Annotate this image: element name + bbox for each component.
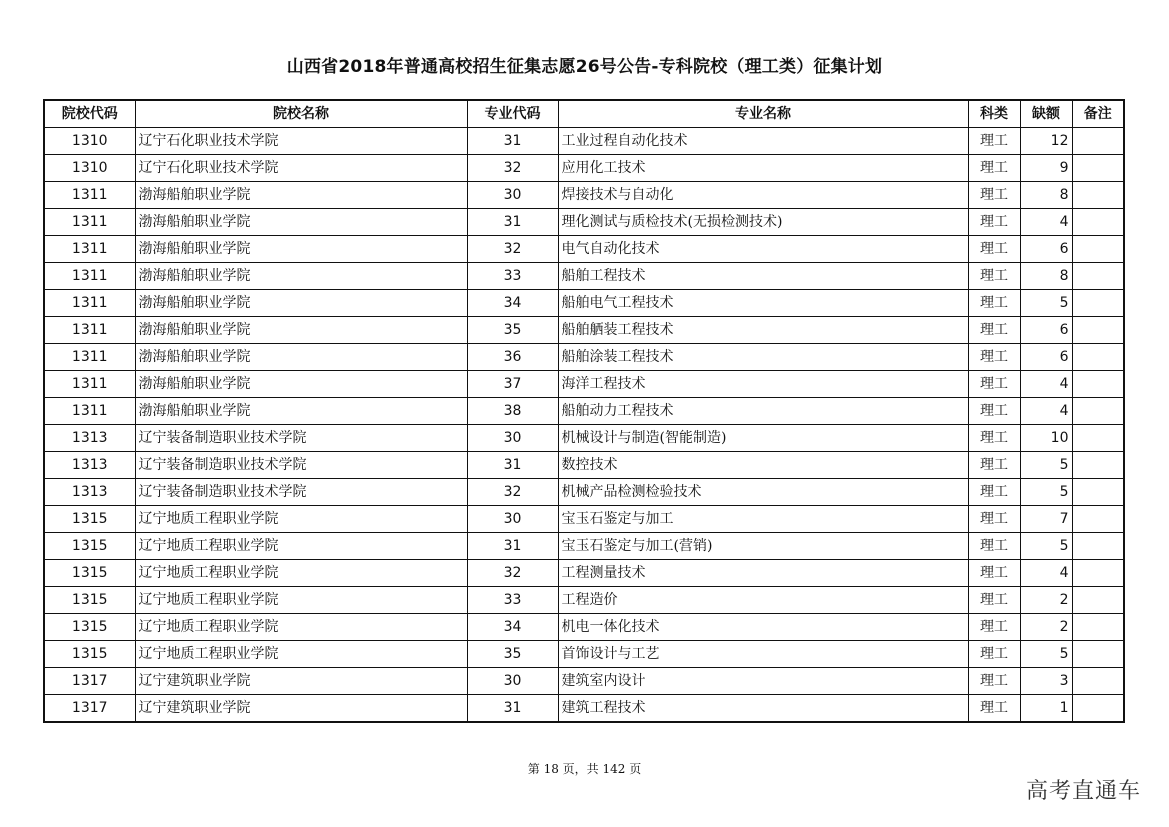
table-row xyxy=(44,479,1124,506)
vacancy-cell: 4 xyxy=(1020,560,1072,587)
vacancy-cell: 8 xyxy=(1020,182,1072,209)
school-code-cell: 1311 xyxy=(44,290,135,317)
table-row xyxy=(44,560,1124,587)
major-code-cell: 33 xyxy=(467,587,558,614)
category-cell: 理工 xyxy=(968,506,1020,533)
school-code-cell: 1315 xyxy=(44,506,135,533)
category-cell: 理工 xyxy=(968,425,1020,452)
watermark-text: 高考直通车 xyxy=(1025,779,1141,804)
vacancy-cell: 2 xyxy=(1020,587,1072,614)
remarks-cell xyxy=(1072,587,1124,614)
vacancy-cell: 6 xyxy=(1020,236,1072,263)
school-name-cell: 辽宁地质工程职业学院 xyxy=(135,506,467,533)
vacancy-cell: 6 xyxy=(1020,344,1072,371)
school-name-cell: 辽宁装备制造职业技术学院 xyxy=(135,425,467,452)
major-name-cell: 电气自动化技术 xyxy=(558,236,968,263)
major-code-cell: 32 xyxy=(467,560,558,587)
school-code-cell: 1315 xyxy=(44,587,135,614)
header-vacancy: 缺额 xyxy=(1020,100,1072,128)
school-code-cell: 1311 xyxy=(44,398,135,425)
school-name-cell: 辽宁地质工程职业学院 xyxy=(135,533,467,560)
major-name-cell: 理化测试与质检技术(无损检测技术) xyxy=(558,209,968,236)
school-code-cell: 1313 xyxy=(44,425,135,452)
remarks-cell xyxy=(1072,128,1124,155)
table-row xyxy=(44,128,1124,155)
table-row xyxy=(44,398,1124,425)
major-code-cell: 32 xyxy=(467,155,558,182)
school-name-cell: 辽宁建筑职业学院 xyxy=(135,668,467,695)
remarks-cell xyxy=(1072,344,1124,371)
major-name-cell: 建筑工程技术 xyxy=(558,695,968,723)
table-row xyxy=(44,587,1124,614)
remarks-cell xyxy=(1072,641,1124,668)
major-name-cell: 船舶电气工程技术 xyxy=(558,290,968,317)
major-code-cell: 34 xyxy=(467,614,558,641)
school-name-cell: 渤海船舶职业学院 xyxy=(135,290,467,317)
remarks-cell xyxy=(1072,560,1124,587)
table-row xyxy=(44,155,1124,182)
category-cell: 理工 xyxy=(968,128,1020,155)
category-cell: 理工 xyxy=(968,371,1020,398)
table-row xyxy=(44,506,1124,533)
remarks-cell xyxy=(1072,317,1124,344)
table-row xyxy=(44,641,1124,668)
remarks-cell xyxy=(1072,614,1124,641)
school-code-cell: 1311 xyxy=(44,209,135,236)
major-code-cell: 32 xyxy=(467,479,558,506)
remarks-cell xyxy=(1072,209,1124,236)
major-code-cell: 31 xyxy=(467,128,558,155)
vacancy-cell: 5 xyxy=(1020,641,1072,668)
school-code-cell: 1311 xyxy=(44,236,135,263)
remarks-cell xyxy=(1072,668,1124,695)
table-header-row xyxy=(44,100,1124,128)
major-name-cell: 宝玉石鉴定与加工(营销) xyxy=(558,533,968,560)
remarks-cell xyxy=(1072,479,1124,506)
major-code-cell: 30 xyxy=(467,506,558,533)
school-code-cell: 1313 xyxy=(44,452,135,479)
admission-plan-table xyxy=(43,99,1125,723)
table-row xyxy=(44,452,1124,479)
table-row xyxy=(44,236,1124,263)
category-cell: 理工 xyxy=(968,155,1020,182)
vacancy-cell: 3 xyxy=(1020,668,1072,695)
category-cell: 理工 xyxy=(968,614,1020,641)
vacancy-cell: 6 xyxy=(1020,317,1072,344)
page-number-footer: 第 18 页，共 142 页 xyxy=(527,762,642,776)
major-name-cell: 工程造价 xyxy=(558,587,968,614)
table-row xyxy=(44,425,1124,452)
school-code-cell: 1315 xyxy=(44,614,135,641)
major-name-cell: 数控技术 xyxy=(558,452,968,479)
vacancy-cell: 7 xyxy=(1020,506,1072,533)
major-name-cell: 船舶工程技术 xyxy=(558,263,968,290)
major-name-cell: 应用化工技术 xyxy=(558,155,968,182)
school-code-cell: 1313 xyxy=(44,479,135,506)
school-code-cell: 1311 xyxy=(44,182,135,209)
remarks-cell xyxy=(1072,398,1124,425)
school-code-cell: 1311 xyxy=(44,263,135,290)
vacancy-cell: 4 xyxy=(1020,398,1072,425)
vacancy-cell: 5 xyxy=(1020,533,1072,560)
category-cell: 理工 xyxy=(968,641,1020,668)
school-name-cell: 渤海船舶职业学院 xyxy=(135,371,467,398)
category-cell: 理工 xyxy=(968,182,1020,209)
vacancy-cell: 1 xyxy=(1020,695,1072,723)
school-name-cell: 辽宁装备制造职业技术学院 xyxy=(135,479,467,506)
table-row xyxy=(44,371,1124,398)
school-code-cell: 1311 xyxy=(44,371,135,398)
vacancy-cell: 4 xyxy=(1020,371,1072,398)
school-code-cell: 1315 xyxy=(44,641,135,668)
major-code-cell: 30 xyxy=(467,182,558,209)
major-name-cell: 首饰设计与工艺 xyxy=(558,641,968,668)
category-cell: 理工 xyxy=(968,236,1020,263)
school-name-cell: 渤海船舶职业学院 xyxy=(135,236,467,263)
category-cell: 理工 xyxy=(968,560,1020,587)
major-name-cell: 建筑室内设计 xyxy=(558,668,968,695)
header-remarks: 备注 xyxy=(1072,100,1124,128)
category-cell: 理工 xyxy=(968,668,1020,695)
remarks-cell xyxy=(1072,371,1124,398)
major-name-cell: 机电一体化技术 xyxy=(558,614,968,641)
header-major-code: 专业代码 xyxy=(467,100,558,128)
header-school-name: 院校名称 xyxy=(135,100,467,128)
school-name-cell: 辽宁建筑职业学院 xyxy=(135,695,467,723)
major-code-cell: 32 xyxy=(467,236,558,263)
header-major-name: 专业名称 xyxy=(558,100,968,128)
vacancy-cell: 9 xyxy=(1020,155,1072,182)
major-name-cell: 海洋工程技术 xyxy=(558,371,968,398)
major-code-cell: 31 xyxy=(467,209,558,236)
remarks-cell xyxy=(1072,182,1124,209)
vacancy-cell: 2 xyxy=(1020,614,1072,641)
school-code-cell: 1310 xyxy=(44,155,135,182)
school-name-cell: 渤海船舶职业学院 xyxy=(135,182,467,209)
major-code-cell: 36 xyxy=(467,344,558,371)
major-code-cell: 31 xyxy=(467,452,558,479)
table-row xyxy=(44,317,1124,344)
school-name-cell: 辽宁地质工程职业学院 xyxy=(135,641,467,668)
major-code-cell: 33 xyxy=(467,263,558,290)
major-name-cell: 船舶舾装工程技术 xyxy=(558,317,968,344)
category-cell: 理工 xyxy=(968,398,1020,425)
table-row xyxy=(44,614,1124,641)
major-name-cell: 机械产品检测检验技术 xyxy=(558,479,968,506)
remarks-cell xyxy=(1072,425,1124,452)
remarks-cell xyxy=(1072,506,1124,533)
major-code-cell: 37 xyxy=(467,371,558,398)
school-code-cell: 1311 xyxy=(44,317,135,344)
vacancy-cell: 5 xyxy=(1020,479,1072,506)
school-name-cell: 渤海船舶职业学院 xyxy=(135,263,467,290)
table-row xyxy=(44,182,1124,209)
school-code-cell: 1315 xyxy=(44,560,135,587)
school-name-cell: 辽宁石化职业技术学院 xyxy=(135,155,467,182)
category-cell: 理工 xyxy=(968,317,1020,344)
header-category: 科类 xyxy=(968,100,1020,128)
school-code-cell: 1310 xyxy=(44,128,135,155)
major-code-cell: 38 xyxy=(467,398,558,425)
table-row xyxy=(44,668,1124,695)
vacancy-cell: 8 xyxy=(1020,263,1072,290)
school-code-cell: 1317 xyxy=(44,668,135,695)
school-name-cell: 辽宁装备制造职业技术学院 xyxy=(135,452,467,479)
major-code-cell: 30 xyxy=(467,425,558,452)
table-row xyxy=(44,533,1124,560)
header-school-code: 院校代码 xyxy=(44,100,135,128)
school-code-cell: 1317 xyxy=(44,695,135,723)
table-body xyxy=(44,128,1124,723)
school-name-cell: 渤海船舶职业学院 xyxy=(135,398,467,425)
category-cell: 理工 xyxy=(968,344,1020,371)
major-code-cell: 34 xyxy=(467,290,558,317)
major-code-cell: 35 xyxy=(467,641,558,668)
major-name-cell: 船舶动力工程技术 xyxy=(558,398,968,425)
remarks-cell xyxy=(1072,452,1124,479)
remarks-cell xyxy=(1072,290,1124,317)
remarks-cell xyxy=(1072,695,1124,723)
school-name-cell: 辽宁地质工程职业学院 xyxy=(135,587,467,614)
vacancy-cell: 5 xyxy=(1020,290,1072,317)
table-row xyxy=(44,695,1124,723)
remarks-cell xyxy=(1072,533,1124,560)
school-name-cell: 渤海船舶职业学院 xyxy=(135,344,467,371)
major-name-cell: 船舶涂装工程技术 xyxy=(558,344,968,371)
school-name-cell: 渤海船舶职业学院 xyxy=(135,317,467,344)
school-name-cell: 渤海船舶职业学院 xyxy=(135,209,467,236)
major-name-cell: 机械设计与制造(智能制造) xyxy=(558,425,968,452)
vacancy-cell: 5 xyxy=(1020,452,1072,479)
table-row xyxy=(44,290,1124,317)
remarks-cell xyxy=(1072,263,1124,290)
category-cell: 理工 xyxy=(968,533,1020,560)
major-code-cell: 31 xyxy=(467,695,558,723)
table-row xyxy=(44,209,1124,236)
category-cell: 理工 xyxy=(968,587,1020,614)
school-code-cell: 1315 xyxy=(44,533,135,560)
school-code-cell: 1311 xyxy=(44,344,135,371)
major-name-cell: 宝玉石鉴定与加工 xyxy=(558,506,968,533)
remarks-cell xyxy=(1072,155,1124,182)
major-code-cell: 31 xyxy=(467,533,558,560)
category-cell: 理工 xyxy=(968,452,1020,479)
table-row xyxy=(44,263,1124,290)
major-name-cell: 工程测量技术 xyxy=(558,560,968,587)
major-name-cell: 工业过程自动化技术 xyxy=(558,128,968,155)
page-title: 山西省2018年普通高校招生征集志愿26号公告-专科院校（理工类）征集计划 xyxy=(286,57,883,77)
major-code-cell: 35 xyxy=(467,317,558,344)
category-cell: 理工 xyxy=(968,479,1020,506)
category-cell: 理工 xyxy=(968,263,1020,290)
vacancy-cell: 12 xyxy=(1020,128,1072,155)
vacancy-cell: 4 xyxy=(1020,209,1072,236)
school-name-cell: 辽宁地质工程职业学院 xyxy=(135,614,467,641)
major-name-cell: 焊接技术与自动化 xyxy=(558,182,968,209)
table-row xyxy=(44,344,1124,371)
vacancy-cell: 10 xyxy=(1020,425,1072,452)
school-name-cell: 辽宁地质工程职业学院 xyxy=(135,560,467,587)
category-cell: 理工 xyxy=(968,290,1020,317)
major-code-cell: 30 xyxy=(467,668,558,695)
category-cell: 理工 xyxy=(968,695,1020,723)
category-cell: 理工 xyxy=(968,209,1020,236)
school-name-cell: 辽宁石化职业技术学院 xyxy=(135,128,467,155)
remarks-cell xyxy=(1072,236,1124,263)
